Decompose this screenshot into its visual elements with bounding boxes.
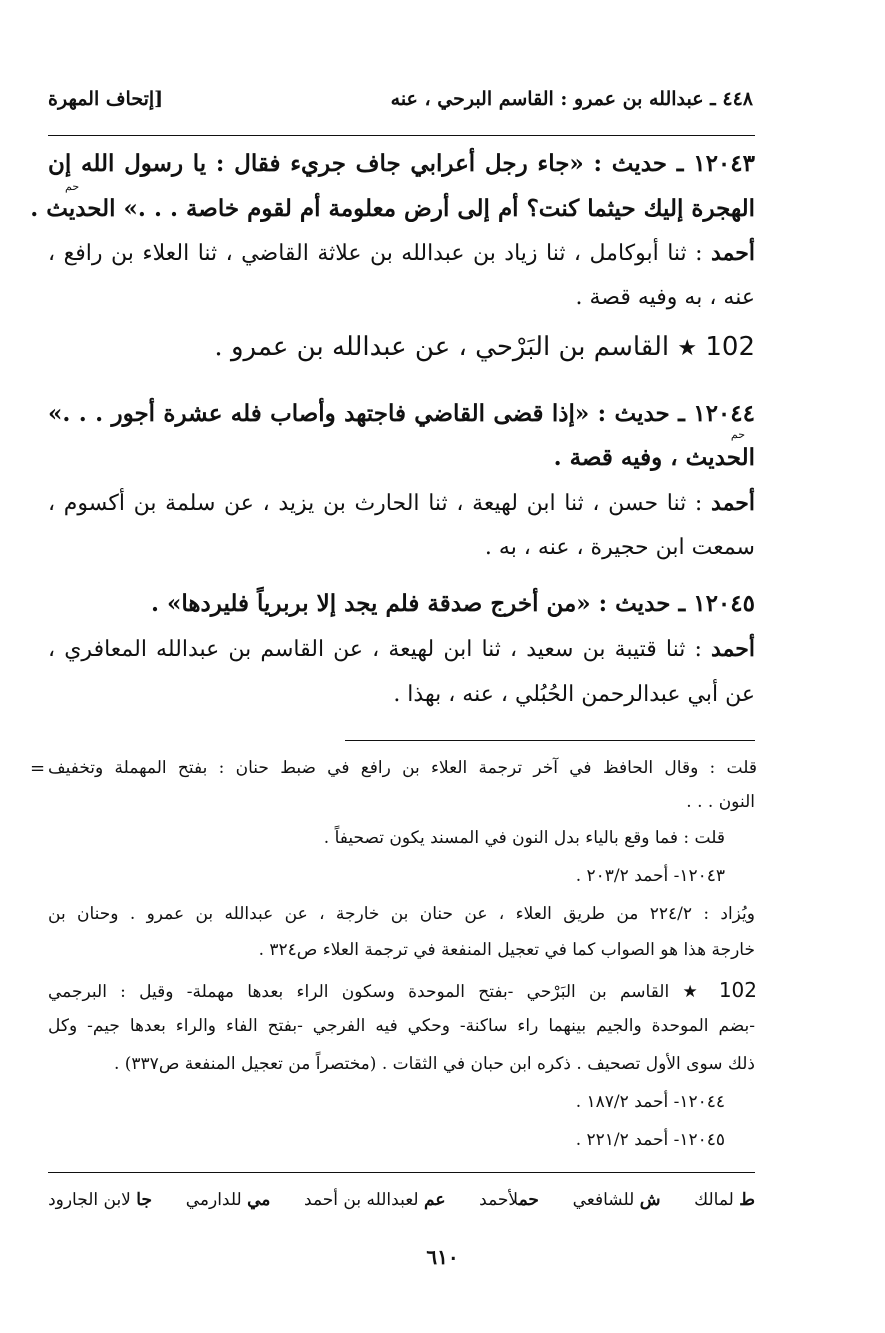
hadith-12044-line2: الحديث ، وفيه قصة . [553, 444, 755, 471]
chain-12045-line2: عن أبي عبدالرحمن الحُبُلي ، عنه ، بهذا . [393, 682, 755, 707]
star-icon: ★ [682, 982, 706, 1002]
footnote-line: ١٢٠٤٣- أحمد ٢٠٣/٢ . [575, 866, 725, 886]
footnote-line: ويُزاد : ٢٢٤/٢ من طريق العلاء ، عن حنان بن خارجة ، عن عبدالله بن عمرو . وحنان بن [48, 904, 755, 924]
book-title: [إتحاف المهرة [48, 88, 164, 110]
hadith-12043-line2: الهجرة إليك حيثما كنت؟ أم إلى أرض معلومة أم لقوم خاصة . . .» الحديث . [30, 195, 755, 222]
footnote-line: ذلك سوى الأول تصحيف . ذكره ابن حبان في الثقات . (مختصراً من تعجيل المنفعة ص٣٣٧) . [113, 1054, 755, 1074]
narrator-number: 102 [705, 332, 755, 362]
continuation-mark: = [30, 758, 46, 779]
footnote-narrator-number: 102 [718, 978, 758, 1002]
chain-12045-line1: أحمد : ثنا قتيبة بن سعيد ، ثنا ابن لهيعة ، عن القاسم بن عبدالله المعافري ، [48, 636, 755, 662]
footnote-line: 102 ★ القاسم بن البَرْحي -بفتح الموحدة وسكون الراء بعدها مهملة- وقيل : البرجمي [48, 978, 758, 1002]
footnote-line: النون . . . [686, 792, 755, 812]
abbrev-item: جا لابن الجارود [48, 1190, 152, 1210]
chain-12043-line1: أحمد : ثنا أبوكامل ، ثنا زياد بن عبدالله بن علاثة القاضي ، ثنا العلاء بن رافع ، [48, 240, 755, 266]
footnote-line: ١٢٠٤٤- أحمد ١٨٧/٢ . [575, 1092, 725, 1112]
narrator-heading [214, 332, 755, 362]
footnote-rule [345, 740, 755, 741]
abbrev-item: ش للشافعي [572, 1190, 661, 1210]
narrator-heading-text: القاسم بن البَرْحي ، عن عبدالله بن عمرو . [214, 332, 670, 362]
source-label: أحمد [711, 240, 755, 266]
footnote-line: قلت : وقال الحافظ في آخر ترجمة العلاء بن رافع في ضبط حنان : بفتح المهملة وتخفيف [48, 758, 757, 778]
abbrev-item: مي للدارمي [185, 1190, 271, 1210]
chain-12043-line2: عنه ، به وفيه قصة . [575, 285, 755, 310]
hadith-12044-line1: ١٢٠٤٤ ـ حديث : «إذا قضى القاضي فاجتهد وأصاب فله عشرة أجور . . .» [48, 400, 755, 427]
source-marker: حم [65, 180, 80, 193]
running-title: ٤٤٨ ـ عبدالله بن عمرو : القاسم البرحي ، عنه [390, 88, 753, 110]
chain-12044-line2: سمعت ابن حجيرة ، عنه ، به . [484, 535, 755, 560]
header-rule [48, 135, 755, 136]
page-number: ٦١٠ [426, 1245, 459, 1269]
abbrev-item: ط لمالك [694, 1190, 755, 1210]
source-marker: حم [730, 428, 745, 441]
abbrev-item: حملأحمد [479, 1190, 539, 1210]
source-label: أحمد [711, 636, 755, 662]
footnote-line: خارجة هذا هو الصواب كما في تعجيل المنفعة في ترجمة العلاء ص٣٢٤ . [258, 940, 755, 960]
abbrev-rule [48, 1172, 755, 1173]
abbrev-item: عم لعبدالله بن أحمد [304, 1190, 446, 1210]
hadith-12045-line1: ١٢٠٤٥ ـ حديث : «من أخرج صدقة فلم يجد إلا بربرياً فليردها» . [151, 590, 755, 617]
footnote-line: -بضم الموحدة والجيم بينهما راء ساكنة- وحكي فيه الفرجي -بفتح الفاء والراء بعدها جيم- وكل [48, 1016, 755, 1036]
footnote-line: قلت : فما وقع بالياء بدل النون في المسند يكون تصحيفاً . [323, 828, 725, 848]
star-icon: ★ [677, 336, 698, 361]
hadith-12043-line1: ١٢٠٤٣ ـ حديث : «جاء رجل أعرابي جاف جريء فقال : يا رسول الله إن [48, 150, 755, 177]
footnote-line: ١٢٠٤٥- أحمد ٢٢١/٢ . [575, 1130, 725, 1150]
abbreviation-key [48, 1190, 755, 1210]
source-label: أحمد [711, 490, 756, 516]
chain-12044-line1: أحمد : ثنا حسن ، ثنا ابن لهيعة ، ثنا الحارث بن يزيد ، عن سلمة بن أكسوم ، [48, 490, 756, 516]
